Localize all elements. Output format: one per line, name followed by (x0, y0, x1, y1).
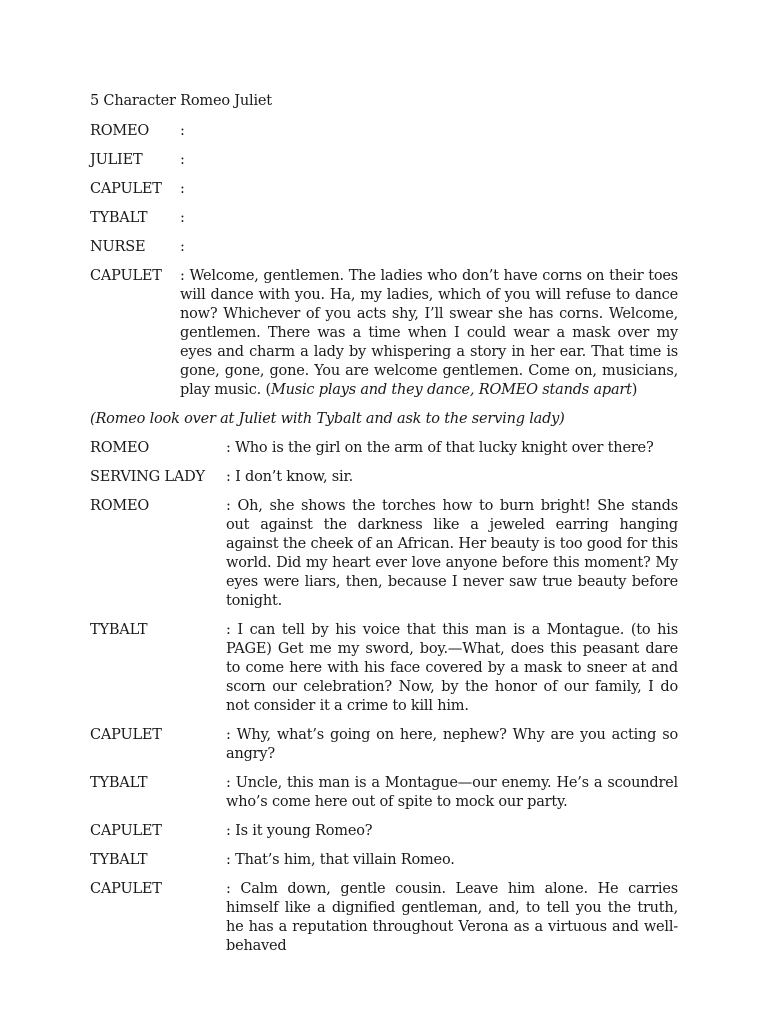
dialogue-row (90, 774, 678, 812)
dialogue-row (90, 822, 678, 841)
dialogue-row (90, 267, 678, 400)
speaker-name: CAPULET (90, 881, 162, 897)
dialogue-line: : I can tell by his voice that this man is a Montague. (to his PAGE) Get me my sword, boy.—What, does this peasant dare to come here with his face covered by a mask to sneer at and scorn our celebration? Now, by the honor of our family, I do not consider it a crime to kill him. (226, 622, 678, 714)
stage-direction: (Romeo look over at Juliet with Tybalt and ask to the serving lady) (90, 411, 565, 427)
speaker-name: ROMEO (90, 498, 150, 514)
document-title: 5 Character Romeo Juliet (90, 93, 272, 109)
cast-row (90, 180, 678, 199)
script-page (90, 92, 678, 966)
speaker-name: ROMEO (90, 440, 150, 456)
cast-row (90, 122, 678, 141)
dialogue-row (90, 439, 678, 458)
cast-name: JULIET (90, 152, 143, 168)
dialogue-line: : Who is the girl on the arm of that lucky knight over there? (226, 440, 654, 456)
dialogue-row (90, 880, 678, 956)
speaker-name: CAPULET (90, 268, 162, 284)
dialogue-row (90, 621, 678, 716)
dialogue-line: : Calm down, gentle cousin. Leave him alone. He carries himself like a dignified gentleman, and, to tell you the truth, he has a reputation throughout Verona as a virtuous and well-behaved (226, 881, 678, 954)
cast-row (90, 209, 678, 228)
cast-separator: : (180, 210, 185, 226)
speaker-name: CAPULET (90, 727, 162, 743)
cast-separator: : (180, 152, 185, 168)
dialogue-text: : Welcome, gentlemen. The ladies who don’t have corns on their toes will dance with you. Ha, my ladies, which of you will refuse to dance now? Whichever of you acts shy, I’ll swear she has corns. Welcome, gentlemen. There was a time when I could wear a mask over my eyes and charm a lady by whispering a story in her ear. That time is gone, gone, gone. You are welcome gentlemen. Come on, musicians, play music. ( (180, 268, 678, 398)
dialogue-line: : Is it young Romeo? (226, 823, 373, 839)
dialogue-close: ) (631, 382, 638, 398)
dialogue-row (90, 497, 678, 611)
dialogue-row (90, 726, 678, 764)
speaker-name: TYBALT (90, 852, 148, 868)
speaker-name: TYBALT (90, 622, 148, 638)
dialogue-line: : Uncle, this man is a Montague—our enemy. He’s a scoundrel who’s come here out of spite to mock our party. (226, 775, 678, 810)
speaker-name: CAPULET (90, 823, 162, 839)
speaker-name: SERVING LADY (90, 469, 205, 485)
dialogue-line: : Why, what’s going on here, nephew? Why are you acting so angry? (226, 727, 678, 762)
cast-row (90, 238, 678, 257)
speaker-name: TYBALT (90, 775, 148, 791)
dialogue-row (90, 468, 678, 487)
cast-name: TYBALT (90, 210, 148, 226)
dialogue-row (90, 851, 678, 870)
cast-separator: : (180, 239, 185, 255)
cast-separator: : (180, 123, 185, 139)
cast-name: ROMEO (90, 123, 150, 139)
cast-separator: : (180, 181, 185, 197)
cast-row (90, 151, 678, 170)
dialogue-line: : I don’t know, sir. (226, 469, 354, 485)
dialogue-line: : Oh, she shows the torches how to burn bright! She stands out against the darkness like a jeweled earring hanging against the cheek of an African. Her beauty is too good for this world. Did my heart ever love anyone before this moment? My eyes were liars, then, because I never saw true beauty before tonight. (226, 498, 678, 609)
dialogue-line (180, 267, 678, 400)
cast-name: CAPULET (90, 181, 162, 197)
dialogue-line: : That’s him, that villain Romeo. (226, 852, 455, 868)
inline-stage-direction: Music plays and they dance, ROMEO stands apart (270, 382, 632, 398)
cast-name: NURSE (90, 239, 146, 255)
